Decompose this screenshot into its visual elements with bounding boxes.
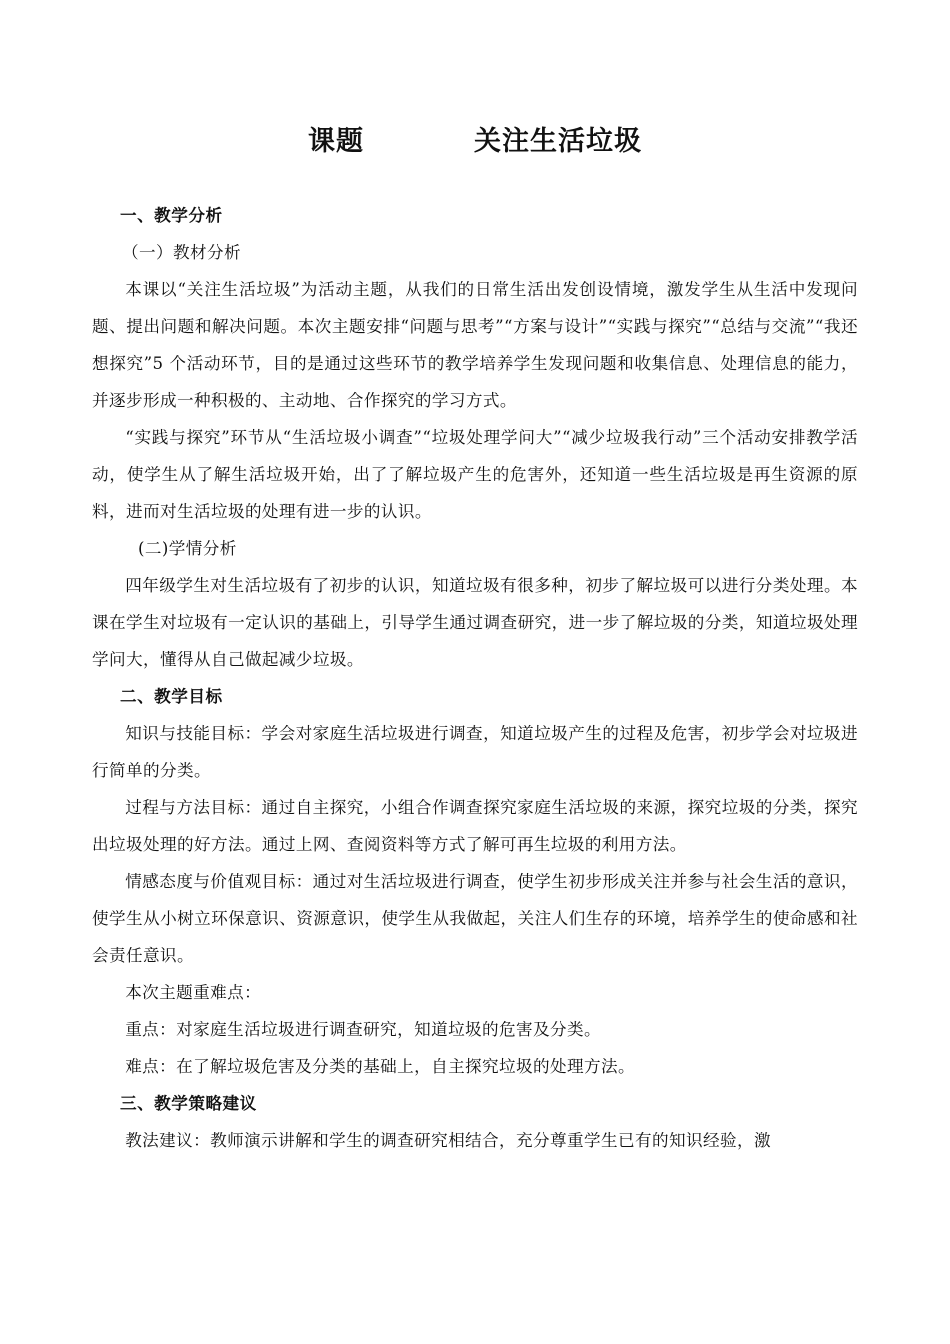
title-label: 课题 [308,126,364,157]
subheading-material-analysis: （一）教材分析 [122,243,241,262]
paragraph-difficult-point: 难点：在了解垃圾危害及分类的基础上，自主探究垃圾的处理方法。 [125,1057,635,1076]
section-heading-analysis: 一、教学分析 [120,206,223,225]
paragraph-material-1: 本课以“关注生活垃圾”为活动主题，从我们的日常生活出发创设情境，激发学生从生活中发现问题、提出问题和解决问题。本次主题安排“问题与思考”“方案与设计”“实践与探究”“总结与交流”“我还想探究”5 个活动环节，目的是通过这些环节的教学培养学生发现问题和收集信息、处理信息的能力，并逐步形成一种积极的、主动地、合作探究的学习方式。 [92,280,858,410]
page-title [0,122,950,162]
paragraph-student-analysis: 四年级学生对生活垃圾有了初步的认识，知道垃圾有很多种，初步了解垃圾可以进行分类处理。本课在学生对垃圾有一定认识的基础上，引导学生通过调查研究，进一步了解垃圾的分类，知道垃圾处理学问大，懂得从自己做起减少垃圾。 [92,576,858,669]
paragraph-key-point: 重点：对家庭生活垃圾进行调查研究，知道垃圾的危害及分类。 [125,1020,602,1039]
title-text: 关注生活垃圾 [474,126,642,157]
paragraph-key-points-intro: 本次主题重难点： [125,983,262,1002]
section-heading-strategy: 三、教学策略建议 [120,1094,257,1113]
paragraph-knowledge-goal: 知识与技能目标：学会对家庭生活垃圾进行调查，知道垃圾产生的过程及危害，初步学会对垃圾进行简单的分类。 [92,724,858,780]
document-body [92,197,858,1159]
subheading-student-analysis: (二)学情分析 [138,539,237,558]
paragraph-material-2: “实践与探究”环节从“生活垃圾小调查”“垃圾处理学问大”“减少垃圾我行动”三个活动安排教学活动，使学生从了解生活垃圾开始，出了了解垃圾产生的危害外，还知道一些生活垃圾是再生资源的原料，进而对生活垃圾的处理有进一步的认识。 [92,428,858,521]
paragraph-emotion-goal: 情感态度与价值观目标：通过对生活垃圾进行调查，使学生初步形成关注并参与社会生活的意识，使学生从小树立环保意识、资源意识，使学生从我做起，关注人们生存的环境，培养学生的使命感和社会责任意识。 [92,872,858,965]
section-heading-goals: 二、教学目标 [120,687,223,706]
paragraph-teaching-suggestion: 教法建议：教师演示讲解和学生的调查研究相结合，充分尊重学生已有的知识经验，激 [125,1131,771,1150]
paragraph-process-goal: 过程与方法目标：通过自主探究，小组合作调查探究家庭生活垃圾的来源，探究垃圾的分类，探究出垃圾处理的好方法。通过上网、查阅资料等方式了解可再生垃圾的利用方法。 [92,798,858,854]
